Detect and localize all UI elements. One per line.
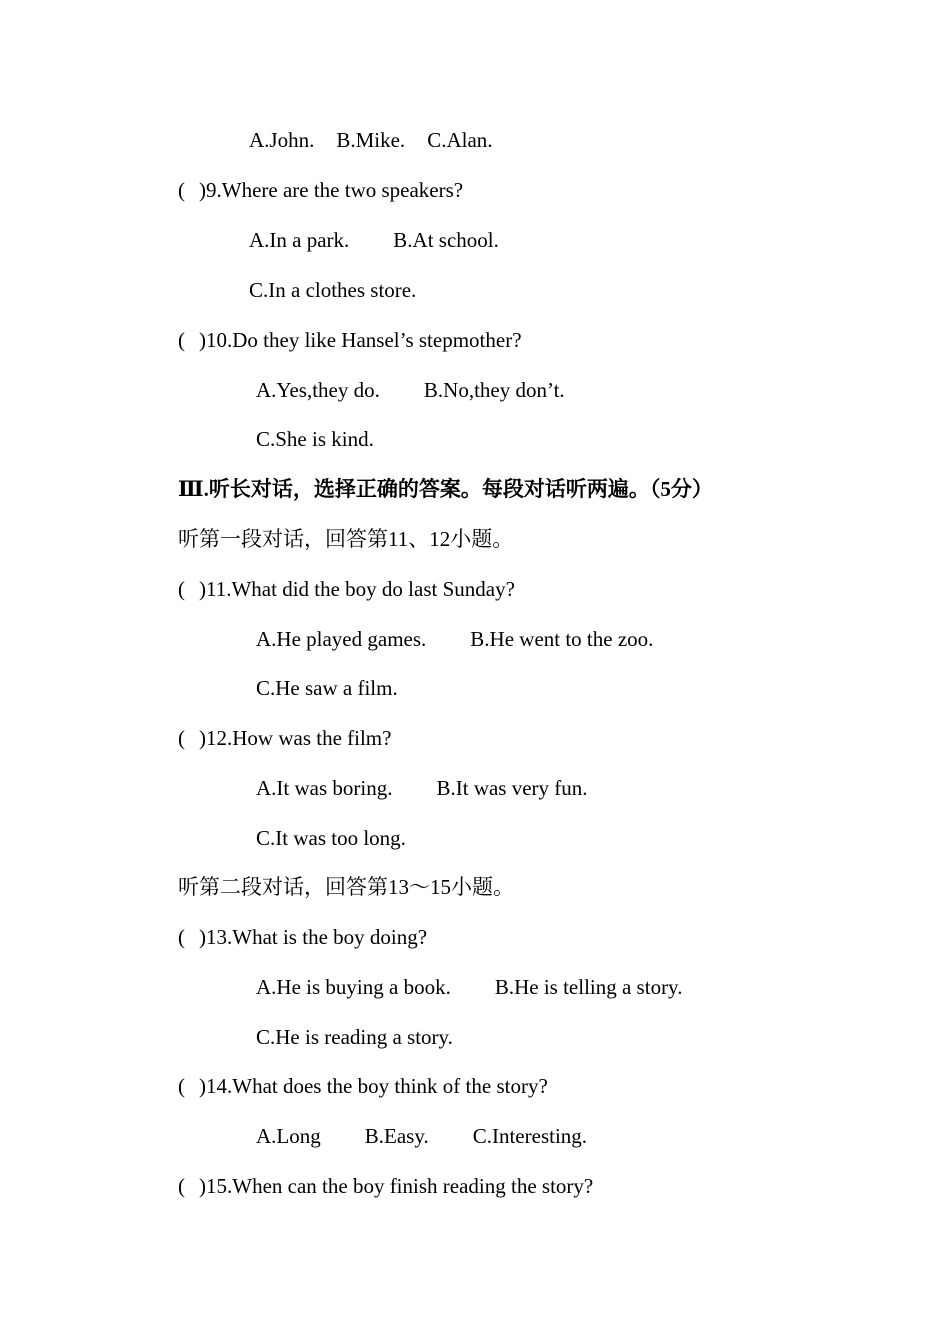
q9-option-b: B.At school. — [393, 228, 499, 252]
q10-paren-open: ( — [178, 328, 185, 352]
dialog1-intro: 听第一段对话，回答第11、12小题。 — [178, 527, 514, 551]
q10-option-a: A.Yes,they do. — [256, 378, 380, 402]
q10-stem: 10.Do they like Hansel’s stepmother? — [206, 328, 522, 352]
q9-stem-line — [178, 177, 463, 203]
q15-stem-line — [178, 1173, 593, 1199]
q13-stem: 13.What is the boy doing? — [206, 925, 428, 949]
q10-options-ab — [256, 377, 565, 403]
q10-paren-close: ) — [199, 328, 206, 352]
q13-option-a: A.He is buying a book. — [256, 975, 451, 999]
q9-stem: 9.Where are the two speakers? — [206, 178, 464, 202]
q10-option-b: B.No,they don’t. — [423, 378, 565, 402]
q13-option-b: B.He is telling a story. — [494, 975, 683, 999]
q11-options-ab — [256, 626, 653, 652]
q10-option-c: C.She is kind. — [256, 427, 374, 451]
q15-paren-close: ) — [199, 1174, 206, 1198]
q15-stem: 15.When can the boy finish reading the story? — [206, 1174, 594, 1198]
q8-option-b: B.Mike. — [336, 128, 406, 152]
q12-stem-line — [178, 725, 391, 751]
q12-paren-close: ) — [199, 726, 206, 750]
q12-paren-open: ( — [178, 726, 185, 750]
q11-option-a: A.He played games. — [256, 627, 427, 651]
q9-option-c-line — [249, 277, 416, 303]
q11-paren-open: ( — [178, 577, 185, 601]
q8-option-c: C.Alan. — [427, 128, 493, 152]
q14-paren-close: ) — [199, 1074, 206, 1098]
q11-paren-close: ) — [199, 577, 206, 601]
q11-stem-line — [178, 576, 515, 602]
q14-option-a: A.Long — [256, 1124, 321, 1148]
q11-option-b: B.He went to the zoo. — [470, 627, 654, 651]
q10-stem-line — [178, 327, 522, 353]
q14-options — [256, 1123, 587, 1149]
q12-option-c: C.It was too long. — [256, 826, 406, 850]
q9-paren-open: ( — [178, 178, 185, 202]
section3-title: Ⅲ.听长对话，选择正确的答案。每段对话听两遍。（5分） — [178, 477, 713, 501]
q15-paren-open: ( — [178, 1174, 185, 1198]
q11-stem: 11.What did the boy do last Sunday? — [206, 577, 515, 601]
q10-option-c-line — [256, 426, 374, 452]
q13-options-ab — [256, 974, 682, 1000]
q14-option-b: B.Easy. — [364, 1124, 429, 1148]
q13-stem-line — [178, 924, 427, 950]
q13-option-c: C.He is reading a story. — [256, 1025, 453, 1049]
q13-paren-open: ( — [178, 925, 185, 949]
q13-option-c-line — [256, 1024, 453, 1050]
q11-option-c-line — [256, 675, 398, 701]
q14-paren-open: ( — [178, 1074, 185, 1098]
q8-option-a: A.John. — [249, 128, 315, 152]
q9-option-c: C.In a clothes store. — [249, 278, 417, 302]
q12-option-c-line — [256, 825, 406, 851]
q9-paren-close: ) — [199, 178, 206, 202]
q9-option-a: A.In a park. — [249, 228, 350, 252]
q8-options — [249, 127, 493, 153]
q12-option-a: A.It was boring. — [256, 776, 393, 800]
q12-options-ab — [256, 775, 588, 801]
dialog2-intro: 听第二段对话，回答第13～15小题。 — [178, 875, 514, 899]
q14-option-c: C.Interesting. — [472, 1124, 588, 1148]
q11-option-c: C.He saw a film. — [256, 676, 398, 700]
q14-stem: 14.What does the boy think of the story? — [206, 1074, 548, 1098]
q12-stem: 12.How was the film? — [206, 726, 392, 750]
q13-paren-close: ) — [199, 925, 206, 949]
q9-options-ab — [249, 227, 499, 253]
q12-option-b: B.It was very fun. — [436, 776, 588, 800]
q14-stem-line — [178, 1073, 548, 1099]
